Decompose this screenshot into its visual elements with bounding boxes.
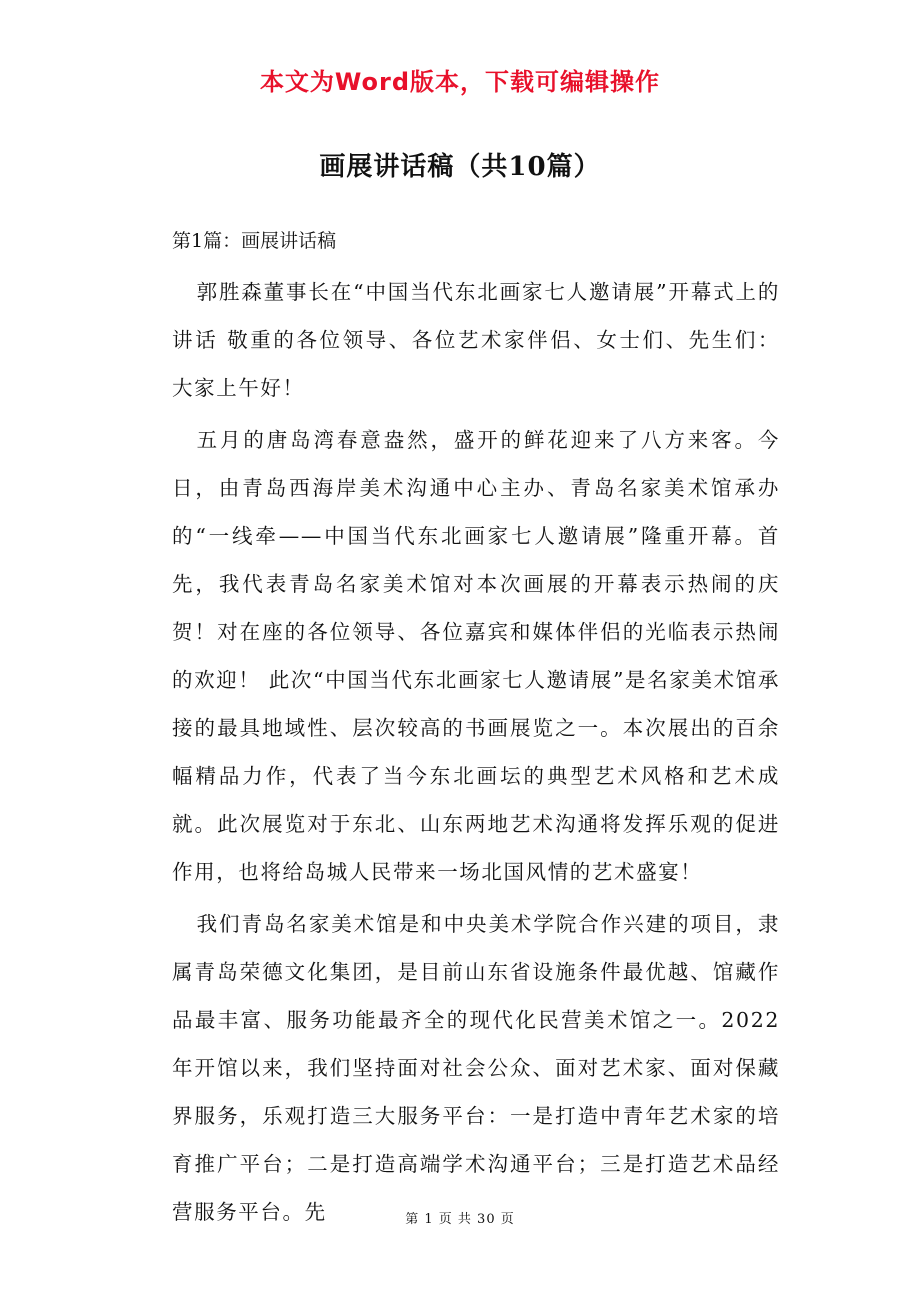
paragraph: 五月的唐岛湾春意盎然，盛开的鲜花迎来了八方来客。今日，由青岛西海岸美术沟通中心主办、青岛名家美术馆承办的“一线牵——中国当代东北画家七人邀请展”隆重开幕。首先，我代表青岛名家美术馆对本次画展的开幕表示热闹的庆贺！对在座的各位领导、各位嘉宾和媒体伴侣的光临表示热闹的欢迎！ 此次“中国当代东北画家七人邀请展”是名家美术馆承接的最具地域性、层次较高的书画展览之一。本次展出的百余幅精品力作，代表了当今东北画坛的典型艺术风格和艺术成就。此次展览对于东北、山东两地艺术沟通将发挥乐观的促进作用，也将给岛城人民带来一场北国风情的艺术盛宴！	[172, 428, 780, 884]
download-notice-banner: 本文为Word版本，下载可编辑操作	[259, 68, 661, 96]
document-body	[172, 268, 780, 1240]
document-title: 画展讲话稿（共10篇）	[319, 152, 601, 182]
section-heading: 第1篇：画展讲话稿	[172, 230, 337, 252]
paragraph: 郭胜森董事长在“中国当代东北画家七人邀请展”开幕式上的讲话 敬重的各位领导、各位艺术家伴侣、女士们、先生们： 大家上午好！	[172, 280, 780, 400]
page-number-footer: 第 1 页 共 30 页	[405, 1212, 515, 1227]
paragraph: 我们青岛名家美术馆是和中央美术学院合作兴建的项目，隶属青岛荣德文化集团，是目前山东省设施条件最优越、馆藏作品最丰富、服务功能最齐全的现代化民营美术馆之一。2022年开馆以来，我们坚持面对社会公众、面对艺术家、面对保藏界服务，乐观打造三大服务平台：一是打造中青年艺术家的培育推广平台；二是打造高端学术沟通平台；三是打造艺术品经营服务平台。先	[172, 912, 780, 1224]
